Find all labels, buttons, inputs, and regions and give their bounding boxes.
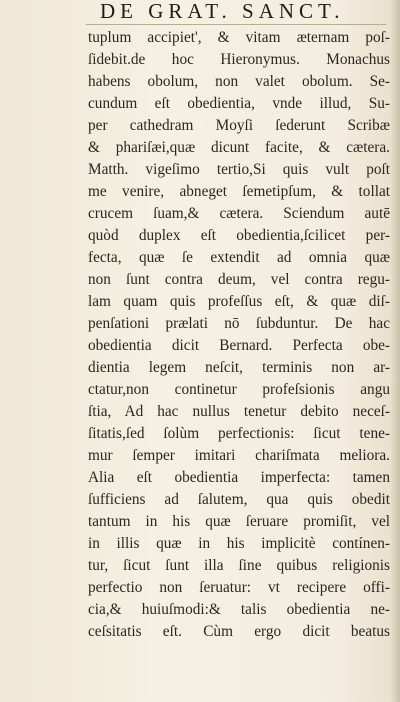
- text-line: Alia eſt obedientia imperfecta: tamen: [88, 469, 390, 486]
- text-line: quòd duplex eſt obedientia,ſcilicet per-: [88, 227, 390, 244]
- text-line: penſationi prælati nō ſubduntur. De hac: [88, 315, 390, 332]
- text-line: cundum eſt obedientia, vnde illud, Su-: [88, 95, 390, 112]
- text-line: tuplum accipiet', & vitam æternam poſ-: [88, 29, 390, 46]
- text-line: & phariſæi,quæ dicunt facite, & cætera.: [88, 139, 390, 156]
- text-line: Matth. vigeſimo tertio,Si quis vult poſt: [88, 161, 390, 178]
- text-line: me venire, abneget ſemetipſum, & tollat: [88, 183, 390, 200]
- text-line: ſidebit.de hoc Hieronymus. Monachus: [88, 51, 390, 68]
- text-line: ſtia, Ad hac nullus tenetur debito neceſ-: [88, 403, 390, 420]
- page-edge-shadow: [390, 0, 400, 702]
- text-line: ctatur,non continetur profeſsionis angu: [88, 381, 390, 398]
- text-line: ceſsitatis eſt. Cùm ergo dicit beatus: [88, 623, 390, 640]
- text-line: per cathedram Moyſi ſederunt Scribæ: [88, 117, 390, 134]
- text-line: ſitatis,ſed ſolùm perfectionis: ſicut tene-: [88, 425, 390, 442]
- text-line: in illis quæ in his implicitè contínen-: [88, 535, 390, 552]
- text-line: habens obolum, non valet obolum. Se-: [88, 73, 390, 90]
- text-line: dientia legem neſcit, terminis non ar-: [88, 359, 390, 376]
- text-line: tantum in his quæ ſeruare promiſit, vel: [88, 513, 390, 530]
- header-rule: [86, 24, 386, 25]
- text-line: cia,& huiuſmodi:& talis obedientia ne-: [88, 601, 390, 618]
- text-line: perfectio non ſeruatur: vt recipere offi-: [88, 579, 390, 596]
- running-title: DE GRAT. SANCT.: [100, 0, 345, 23]
- text-line: ſufficiens ad ſalutem, qua quis obedit: [88, 491, 390, 508]
- text-line: obedientia dicit Bernard. Perfecta obe-: [88, 337, 390, 354]
- text-line: fecta, quæ ſe extendit ad omnia quæ: [88, 249, 390, 266]
- text-line: lam quam quis profeſſus eſt, & quæ diſ-: [88, 293, 390, 310]
- text-line: non ſunt contra deum, vel contra regu-: [88, 271, 390, 288]
- text-line: tur, ſicut ſunt illa ſine quibus religionis: [88, 557, 390, 574]
- text-line: mur ſemper imitari chariſmata meliora.: [88, 447, 390, 464]
- text-line: crucem ſuam,& cætera. Sciendum autē: [88, 205, 390, 222]
